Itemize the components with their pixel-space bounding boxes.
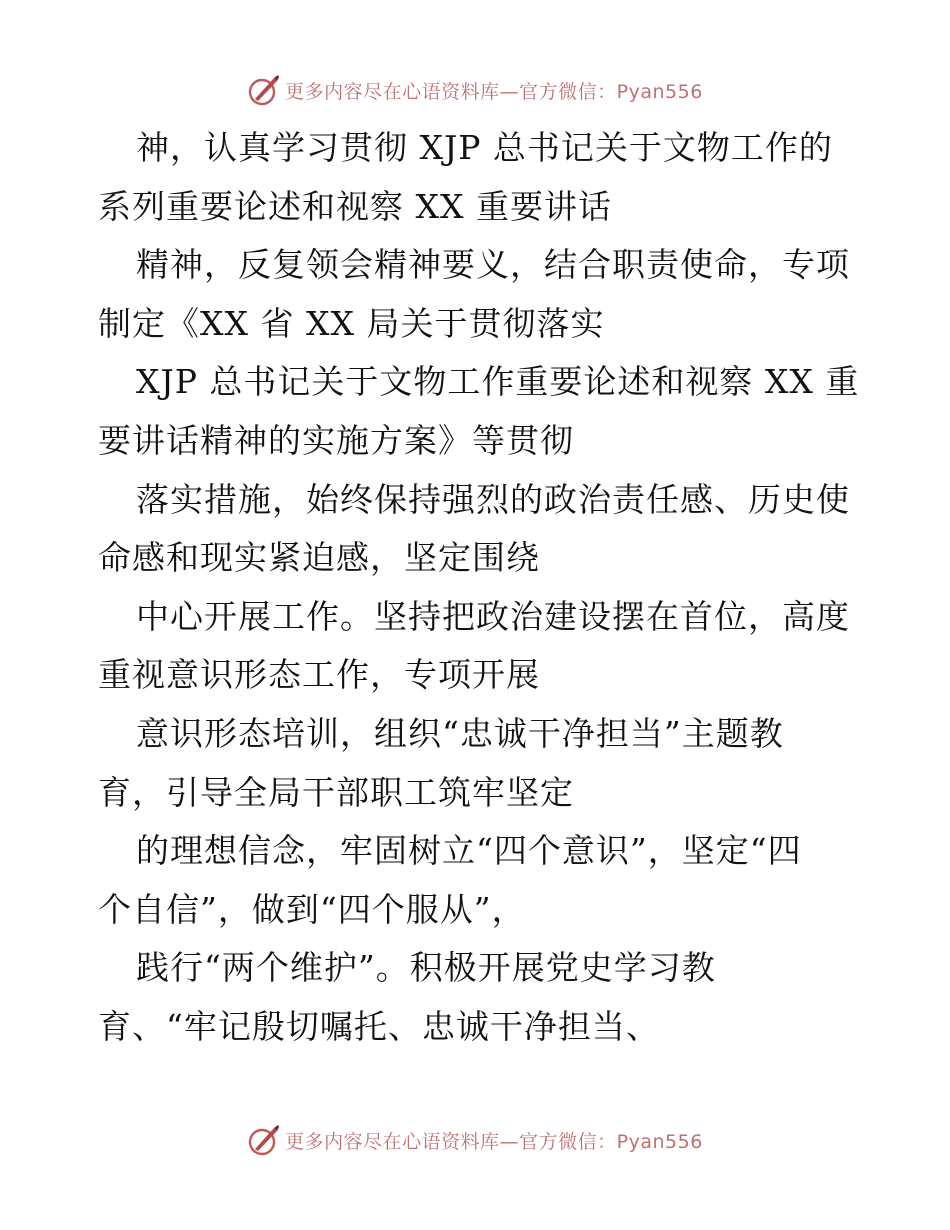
quill-pen-logo-icon	[247, 1123, 281, 1157]
text-line: 的理想信念，牢固树立“四个意识”，坚定“四	[136, 831, 802, 871]
text-line: 命感和现实紧迫感，坚定围绕	[98, 538, 540, 578]
text-line: 育，引导全局干部职工筑牢坚定	[98, 772, 574, 812]
quill-pen-logo-icon	[247, 73, 281, 107]
text-line: 要讲话精神的实施方案》等贯彻	[98, 420, 574, 460]
header-watermark	[0, 70, 950, 110]
text-line: 落实措施，始终保持强烈的政治责任感、历史使	[136, 479, 850, 519]
text-line: 意识形态培训，组织“忠诚干净担当”主题教	[136, 713, 784, 753]
text-line: 制定《XX 省 XX 局关于贯彻落实	[98, 303, 605, 343]
text-line: 精神，反复领会精神要义，结合职责使命，专项	[136, 245, 850, 285]
header-watermark-text: 更多内容尽在心语资料库—官方微信：Pyan556	[285, 80, 703, 103]
document-body	[98, 119, 858, 1057]
footer-watermark	[0, 1120, 950, 1160]
text-line: 个自信”，做到“四个服从”，	[98, 889, 526, 929]
text-line: XJP 总书记关于文物工作重要论述和视察 XX 重	[136, 362, 860, 402]
text-line: 育、“牢记殷切嘱托、忠诚干净担当、	[98, 1006, 660, 1046]
text-line: 践行“两个维护”。积极开展党史学习教	[136, 948, 716, 988]
text-line: 系列重要论述和视察 XX 重要讲话	[98, 186, 612, 226]
text-line: 重视意识形态工作，专项开展	[98, 655, 540, 695]
text-line: 中心开展工作。坚持把政治建设摆在首位，高度	[136, 596, 850, 636]
text-line: 神，认真学习贯彻 XJP 总书记关于文物工作的	[136, 128, 833, 167]
footer-watermark-text: 更多内容尽在心语资料库—官方微信：Pyan556	[285, 1130, 703, 1153]
